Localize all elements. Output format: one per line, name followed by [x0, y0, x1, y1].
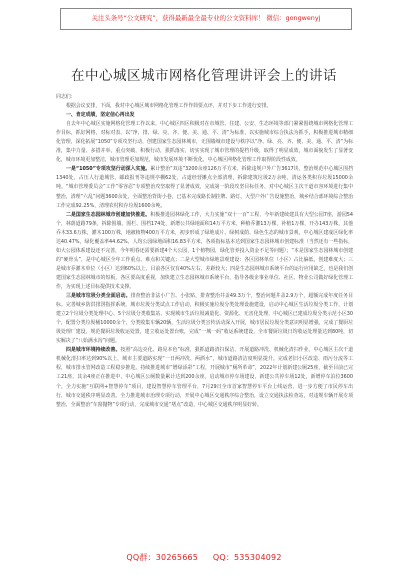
promo-banner: 关注头条号“公文研究”，获得最新最全最专业的公文资料库！ 微信：gongwenyj [60, 8, 352, 30]
greeting: 同志们： [56, 94, 76, 100]
paragraph: 一是“1050”专项攻坚行动深入实施。累计整治“双违”3200余座126万平方米，拆除违规户外广告3617块，整治规范中心城区围挡1340处，占压人行道城管、邮政报刊等违规亭棚62处，占道经营摊点全部清理，拆除建筑垃圾2万余吨，清运各类积存垃圾15000余吨。“城市管理委员会”工作“零容忍”专项整治攻坚取得了显著成效，完成第一阶段攻坚目标任务，对中心城区主次干道市容环境进行集中整治，清理“六乱”问题3600余处，全面整治背街小巷，已基本完成路长制挂牌、路灯、大型户外广告设施整治，城乡结合部环境综合整治工作完成92.25%，清理农村积存垃圾1600余吨。 [56, 166, 353, 209]
qq-group-text: QQ群：30265665 [126, 553, 199, 562]
paragraph: 二是国家生态园林城市创建加快推进。积极推进园林绿化工作，大力实施“双十一百”工程，今年新建续建具有大型公园7座，游园54个，林荫道路79条，拆除围墙、围栏、围档174处，新增公共绿地面积14万平方米，种植乔灌13万棵，补植1万棵，开办143万株，其他乔木33.6万株，灌木100万株，地被植物400万平方米，初步形成了绿地成片、绿树成荫、绿色生态的城市景观，中心城区建成区绿化率达40.47%，绿化覆盖率44.62%，人均公园绿地面积16.83平方米，各项指标基本达到国家生态园林城市创建标准（当然还有一些指标，如大公园体系建设还不完善，今年明春还需要新建4个大公园，1个植物园，绿化管养投入资金不足等问题）；“本是国家生态园林城市创建的“硬骨头”，是中心城区全年工作重点、难点和关键点；二是大型城市绿地景观建设：各区园林单位（小区）占比偏低，创建难度大；三是城市乔灌木单位（小区）达到60%以上，目前各区仅有40%左右，差距较大；四是生态园林城市系统平台的运行应用缺乏，也是我们创建国家生态园林城市的短板，各区要高度重视，加快建立生态园林城市系统平台，指导各级企事业单位、社区、物业公司做好绿化管理工作，为实现上述目标提供技术支撑。 [56, 211, 353, 290]
qq-text: QQ：535304092 [212, 553, 282, 562]
paragraph: 自去年中心城区实施网格化管理工作以来，中心城区四区积极对在市城管、住建、公安、生态环境等部门紧紧围绕城市网格化管理工作目标，抓好网格，对标对表，以“净、排、绿、亮、齐、便、美、通、平、清”为标准，以实施城市综合执法为抓手，积极推进城市精细化管理，深化拓展“1050”专项攻坚行动，创建国家生态园林城市，无围墙城市建设与秩序以“净、绿、亮、齐、便、美、通、平、清”为标准，集中力量、多措并举，重点突破，积极行动，狠抓落实，切实实现了城市管理的提档升级，取得了明显成效，城市面貌发生了显著变化，城市环境更加整洁，城市管理更加规范，城市发展环境不断优化，中心城区网格化管理工作取得阶段性成效。 [56, 121, 353, 164]
paragraph: 三是城市垃圾分类全面启动。排查整治非法小广告、小张贴，排查整治井盖49.3万个，整治问题井盖2.9万个，超额完成年度任务目标。完善城乡防洪排涝指挥系统，城市垃圾分类试点工作启动，积极实施垃圾分类处理设施建设，启动中心城区生活垃圾分类工作，计划建立2个垃圾分类处理中心、5个垃圾分类收集站，实现城市生活垃圾减量化、资源化、无害化处理，中心城区已建成垃圾分类示范小区30个，配置分类垃圾桶10000余个，分类收集车辆20辆，生活垃圾分类宣传活动深入开展，城市居民垃圾分类意识明显增强，完成了餐厨垃圾处理厂建设，规范餐厨垃圾收运处置，建立收运处置台账，完成“一城一码”收运系统建设，全市餐厨垃圾日均收运处理量达到80吨，切实解决了“八始满水沟”问题。 [56, 293, 353, 345]
section-heading: 一、肯定成绩，坚定信心再出发 [66, 112, 135, 119]
footer-contact [0, 552, 408, 563]
page-title: 在中心城区城市网格化管理讲评会上的讲话 [71, 68, 337, 84]
document-body [56, 93, 353, 410]
paragraph: 四是城市环境持续改善。按照“高边亮化、路见本色”标准，狠抓道路清扫保洁，开展道路冲洗、机械化清扫作业，中心城区主次干道机械化清扫率达到90%以上，城市主要道路实现“一日两冲洗、两洒水”，城市道路清洁度明显提升。完成老旧小区改造、雨污分流等工程，城市排水管网改造工程稳步推进。持续推进城市“增绿添彩”工程，开展城市“厕所革命”，2022年计划新建公厕25座，截至目前已完工21座，其余4座正在推进中，中心城区公厕数量累计达到200余座。启动城市停车场建设，新建公共停车场12处，新增停车泊位3600个，全力实施“互联网+智慧停车”项目，建设智慧停车管理平台，7月29日全市首家智慧停车平台上线运营，进一步方便了市民停车出行，城市交通秩序明显改善。全力推进城市治理专项行动，开展中心城区交通秩序综合整治，设立交通执法检查站，对违规车辆开展专项整治，全面整治“车窗抛物”专项行动，完成城市交通“堵点”改造，中心城区交通秩序明显好转。 [56, 347, 353, 408]
paragraph: 根据会议安排，下面，我对中心城区城市网格化管理工作作简要点评，并对下步工作进行安排。 [66, 103, 272, 110]
